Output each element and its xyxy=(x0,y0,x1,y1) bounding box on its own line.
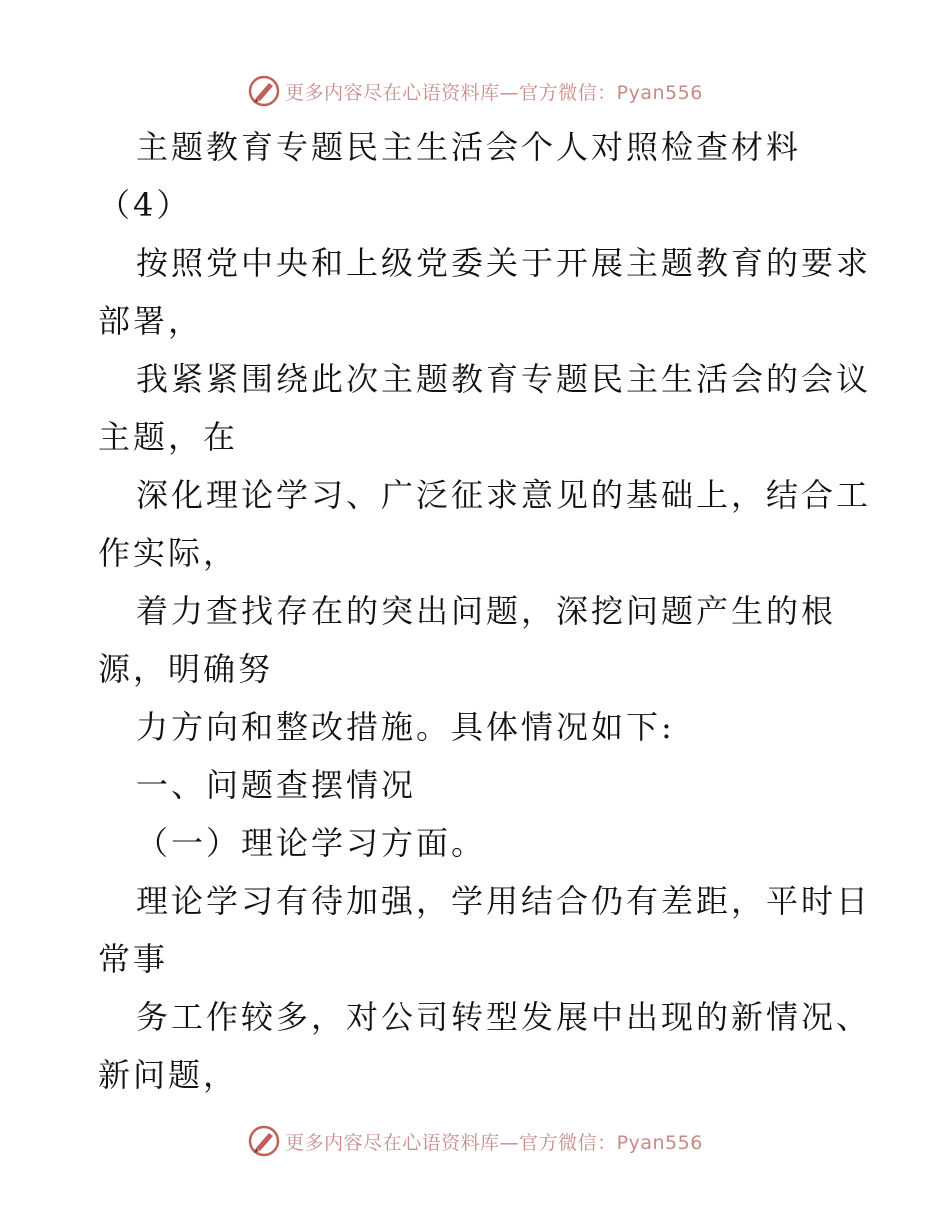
pen-logo-icon xyxy=(247,1124,281,1158)
subsection-heading: （一）理论学习方面。 xyxy=(136,824,487,862)
watermark-footer xyxy=(0,1124,950,1158)
paragraph-line: 着力查找存在的突出问题，深挖问题产生的根 xyxy=(136,592,837,630)
document-title-number: （4） xyxy=(98,186,192,224)
pen-logo-icon xyxy=(247,74,281,108)
paragraph-line: 部署， xyxy=(98,302,204,340)
paragraph-line: 深化理论学习、广泛征求意见的基础上，结合工 xyxy=(136,476,872,514)
document-body xyxy=(98,118,872,1104)
section-heading: 一、问题查摆情况 xyxy=(136,766,417,804)
paragraph-line: 主题，在 xyxy=(98,418,239,456)
document-title: 主题教育专题民主生活会个人对照检查材料 xyxy=(136,128,802,166)
watermark-text: 更多内容尽在心语资料库—官方微信：Pyan556 xyxy=(285,81,703,104)
paragraph-line: 作实际， xyxy=(98,534,239,572)
paragraph-line: 力方向和整改措施。具体情况如下: xyxy=(136,708,675,746)
paragraph-line: 常事 xyxy=(98,940,169,978)
watermark-text: 更多内容尽在心语资料库—官方微信：Pyan556 xyxy=(285,1131,703,1154)
paragraph-line: 理论学习有待加强，学用结合仍有差距，平时日 xyxy=(136,882,872,920)
paragraph-line: 新问题， xyxy=(98,1056,239,1094)
paragraph-line: 源，明确努 xyxy=(98,650,274,688)
paragraph-line: 务工作较多，对公司转型发展中出现的新情况、 xyxy=(136,998,872,1036)
paragraph-line: 按照党中央和上级党委关于开展主题教育的要求 xyxy=(136,244,872,282)
paragraph-line: 我紧紧围绕此次主题教育专题民主生活会的会议 xyxy=(136,360,872,398)
watermark-header xyxy=(0,74,950,108)
